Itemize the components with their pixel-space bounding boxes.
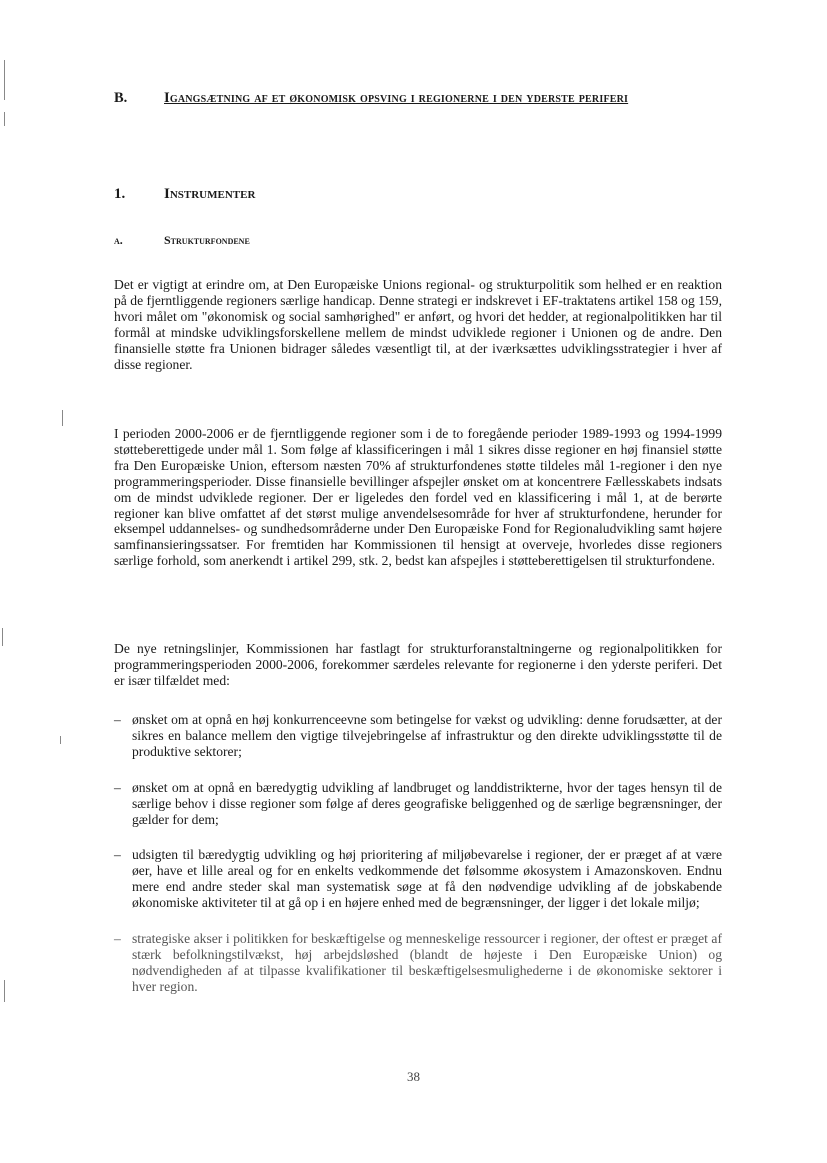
- paragraph-3: De nye retningslinjer, Kommissionen har fastlagt for strukturforanstaltningerne og regionalpolitikken for programmeringsperioden 2000-2006, forekommer særdeles relevante for regionerne i den yderste periferi. Det er især tilfældet med:: [114, 641, 722, 688]
- scan-mark: [2, 628, 3, 646]
- list-item: – udsigten til bæredygtig udvikling og høj prioritering af miljøbevarelse i regioner, der er præget af at være øer, have et lille areal og for en enkelts vedkommende det følsomme økosystem i Amazonskoven. Endnu mere end andre steder skal man systematisk søge at få den nødvendige udvikling af de jobskabende økonomiske aktiviteter til at gå op i en højere enhed med de begrænsninger, der ligger i det lokale miljø;: [114, 847, 722, 911]
- paragraph-1: Det er vigtigt at erindre om, at Den Europæiske Unions regional- og strukturpolitik som helhed er en reaktion på de fjerntliggende regioners særlige handicap. Denne strategi er indskrevet i EF-traktatens artikel 158 og 159, hvori målet om "økonomisk og social samhørighed" er anført, og hvori det hedder, at regionalpolitikken har til formål at mindske udviklingsforskellene mellem de mindst udviklede regioner i Unionen og de andre. Den finansielle støtte fra Unionen bidrager således væsentligt til, at der iværksættes udviklingsstrategier i hver af disse regioner.: [114, 277, 722, 372]
- section-a-letter: a.: [114, 233, 123, 247]
- bullet-list: [114, 712, 722, 1015]
- scan-mark: [4, 60, 5, 100]
- list-item-text: strategiske akser i politikken for beskæftigelse og menneskelige ressourcer i regioner, der oftest er præget af stærk befolkningstilvækst, høj arbejdsløshed (blandt de højeste i Den Europæiske Union) og nødvendigheden af at tilpasse kvalifikationer til beskæftigelsesmulighederne i de økonomiske sektorer i hver region.: [132, 931, 722, 994]
- paragraph-2: I perioden 2000-2006 er de fjerntliggende regioner som i de to foregående perioder 1989-1993 og 1994-1999 støtteberettigede under mål 1. Som følge af klassificeringen i mål 1 sikres disse regioner en høj finansiel støtte fra Den Europæiske Union, eftersom næsten 70% af strukturfondenes støtte tildeles mål 1-regioner i den nye programmeringsperioder. Disse finansielle bevillinger afspejler ønsket om at koncentrere Fællesskabets indsats om de mindst udviklede regioner. Der er ligeledes den fordel ved en klassificering i mål 1, at de berørte regioner kan blive omfattet af det størst mulige anvendelsesområde for hver af strukturfondene, herunder for eksempel uddannelses- og sundhedsområderne under Den Europæiske Fond for Regionaludvikling samt højere samfinansieringssatser. For fremtiden har Kommissionen til hensigt at overveje, hvorledes disse regioners særlige forhold, som anerkendt i artikel 299, stk. 2, bedst kan afspejles i støtteberettigelsen til strukturfondene.: [114, 426, 722, 569]
- section-1-heading: [114, 186, 255, 203]
- list-item-text: ønsket om at opnå en bæredygtig udvikling af landbruget og landdistrikterne, hvor der tages hensyn til de særlige behov i disse regioner som følge af deres geografiske beliggenhed og de særlige begrænsninger, der gælder for dem;: [132, 779, 722, 827]
- scan-mark: [4, 112, 5, 126]
- section-b-title: Igangsætning af et økonomisk opsving i regionerne i den yderste periferi: [164, 90, 629, 106]
- section-1-number: 1.: [114, 186, 126, 202]
- section-a-title: Strukturfondene: [164, 233, 250, 247]
- scan-mark: [4, 980, 5, 1002]
- section-b-letter: B.: [114, 90, 128, 106]
- list-item-text: udsigten til bæredygtig udvikling og høj prioritering af miljøbevarelse i regioner, der er præget af at være øer, have et lille areal og for en enkelts vedkommende det følsomme økosystem i Amazonskoven. Endnu mere end andre steder skal man systematisk søge at få den nødvendige udvikling af de jobskabende økonomiske aktiviteter til at gå op i en højere enhed med de begrænsninger, der ligger i det lokale miljø;: [132, 847, 722, 911]
- page-number: 38: [407, 1069, 420, 1084]
- list-item-text: ønsket om at opnå en høj konkurrenceevne som betingelse for vækst og udvikling: denne forudsætter, at der sikres en balance mellem den vigtige tilvejebringelse af infrastruktur og den direkte udviklingsstøtte til de produktive sektorer;: [132, 712, 722, 759]
- scan-mark: [60, 736, 61, 744]
- section-1-title: Instrumenter: [164, 186, 256, 202]
- list-item: – strategiske akser i politikken for beskæftigelse og menneskelige ressourcer i regioner, der oftest er præget af stærk befolkningstilvækst, høj arbejdsløshed (blandt de højeste i Den Europæiske Union) og nødvendigheden af at tilpasse kvalifikationer til beskæftigelsesmulighederne i de økonomiske sektorer i hver region.: [114, 931, 722, 994]
- list-item: – ønsket om at opnå en høj konkurrenceevne som betingelse for vækst og udvikling: denne forudsætter, at der sikres en balance mellem den vigtige tilvejebringelse af infrastruktur og den direkte udviklingsstøtte til de produktive sektorer;: [114, 712, 722, 759]
- list-item: – ønsket om at opnå en bæredygtig udvikling af landbruget og landdistrikterne, hvor der tages hensyn til de særlige behov i disse regioner som følge af deres geografiske beliggenhed og de særlige begrænsninger, der gælder for dem;: [114, 779, 722, 827]
- section-a-heading: [114, 233, 250, 248]
- scan-mark: [62, 410, 63, 426]
- section-b-heading: [114, 88, 724, 108]
